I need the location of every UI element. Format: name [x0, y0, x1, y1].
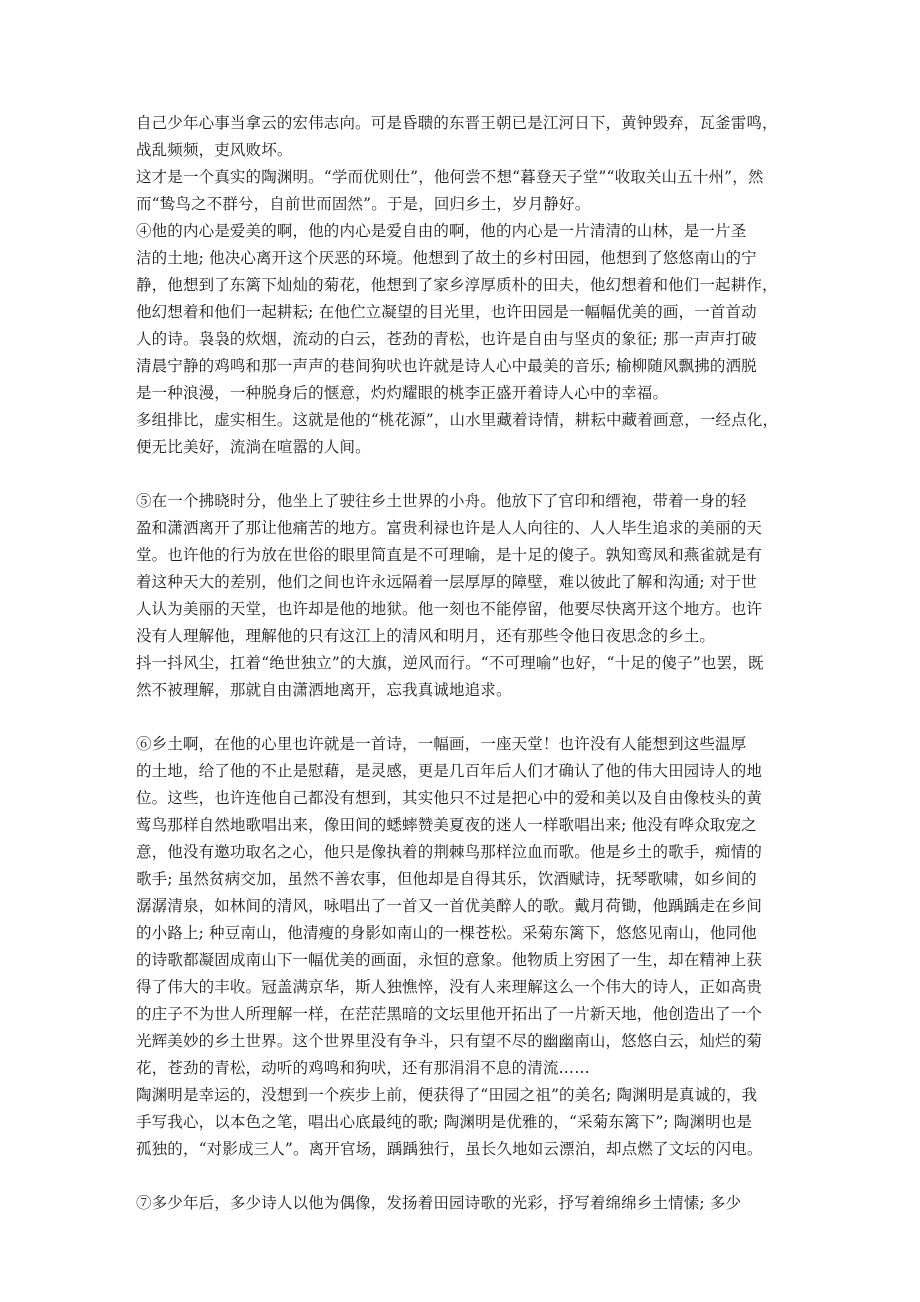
- text-line: 的庄子不为世人所理解一样，在茫茫黑暗的文坛里他开拓出了一片新天地，他创造出了一个: [136, 1005, 763, 1023]
- paragraph: [136, 218, 796, 407]
- text-line: 的小路上; 种豆南山，他清瘦的身影如南山的一棵苍松。采菊东篱下，悠悠见南山，他同他: [136, 924, 757, 942]
- text-line: 花，苍劲的青松，动听的鸡鸣和狗吠，还有那涓涓不息的清流……: [136, 1059, 590, 1077]
- paragraph: [136, 1190, 796, 1217]
- paragraph-gap: [136, 704, 796, 731]
- text-line: 战乱频频，吏风败坏。: [136, 141, 293, 159]
- text-line: ⑤在一个拂晓时分，他坐上了驶往乡土世界的小舟。他放下了官印和缙袍，带着一身的轻: [136, 492, 747, 510]
- text-line: 而“鸷鸟之不群兮，自前世而固然”。于是，回归乡土，岁月静好。: [136, 195, 591, 213]
- text-line: 清晨宁静的鸡鸣和那一声声的巷间狗吠也许就是诗人心中最美的音乐; 榆柳随风飘拂的洒脱: [136, 357, 757, 375]
- text-line: 歌手; 虽然贫病交加，虽然不善农事，但他却是自得其乐，饮酒赋诗，抚琴歌啸，如乡间的: [136, 870, 757, 888]
- text-line: 意，他没有邀功取名之心，他只是像执着的荆棘鸟那样泣血而歌。他是乡土的歌手，痴情的: [136, 843, 763, 861]
- text-line: 静，他想到了东篱下灿灿的菊花，他想到了家乡淳厚质朴的田夫，他幻想着和他们一起耕作，: [136, 276, 778, 294]
- text-line: 的诗歌都凝固成南山下一幅优美的画面，永恒的意象。他物质上穷困了一生，却在精神上获: [136, 951, 763, 969]
- text-line: ④他的内心是爱美的啊，他的内心是爱自由的啊，他的内心是一片清清的山林，是一片圣: [136, 222, 747, 240]
- text-line: 堂。也许他的行为放在世俗的眼里简直是不可理喻，是十足的傻子。孰知鸾凤和燕雀就是有: [136, 546, 763, 564]
- text-line: 他幻想着和他们一起耕耘; 在他伫立凝望的目光里，也许田园是一幅幅优美的画，一首首动: [136, 303, 757, 321]
- text-line: 然不被理解，那就自由潇洒地离开，忘我真诚地追求。: [136, 681, 512, 699]
- paragraph-gap: [136, 1163, 796, 1190]
- paragraph: [136, 110, 796, 164]
- document-body: [136, 110, 796, 1217]
- paragraph: [136, 407, 796, 461]
- paragraph: [136, 164, 796, 218]
- paragraph: [136, 650, 796, 704]
- text-line: 位。这些，也许连他自己都没有想到，其实他只不过是把心中的爱和美以及自由像枝头的黄: [136, 789, 763, 807]
- text-line: 莺鸟那样自然地歌唱出来，像田间的蟋蟀赞美夏夜的迷人一样歌唱出来; 他没有哗众取宠之: [136, 816, 757, 834]
- text-line: 便无比美好，流淌在喧嚣的人间。: [136, 438, 371, 456]
- text-line: 潺潺清泉，如林间的清风，咏唱出了一首又一首优美醉人的歌。戴月荷锄，他踽踽走在乡间: [136, 897, 763, 915]
- text-line: 手写我心，以本色之笔，唱出心底最纯的歌; 陶渊明是优雅的，“采菊东篱下”; 陶渊明也是: [136, 1113, 753, 1131]
- text-line: 这才是一个真实的陶渊明。“学而优则仕”，他何尝不想“暮登天子堂”“收取关山五十州”，然: [136, 168, 764, 186]
- paragraph: [136, 1082, 796, 1163]
- text-line: 孤独的，“对影成三人”。离开官场，踽踽独行，虽长久地如云漂泊，却点燃了文坛的闪电。: [136, 1140, 763, 1158]
- text-line: 的土地，给了他的不止是慰藉，是灵感，更是几百年后人们才确认了他的伟大田园诗人的地: [136, 762, 763, 780]
- text-line: 陶渊明是幸运的，没想到一个疾步上前，便获得了“田园之祖”的美名; 陶渊明是真诚的，我: [136, 1086, 758, 1104]
- text-line: 没有人理解他，理解他的只有这江上的清风和明月，还有那些令他日夜思念的乡土。: [136, 627, 716, 645]
- text-line: 是一种浪漫，一种脱身后的惬意，灼灼耀眼的桃李正盛开着诗人心中的幸福。: [136, 384, 669, 402]
- text-line: ⑦多少年后，多少诗人以他为偶像，发扬着田园诗歌的光彩，抒写着绵绵乡土情愫; 多少: [136, 1194, 742, 1212]
- text-line: 自己少年心事当拿云的宏伟志向。可是昏聩的东晋王朝已是江河日下，黄钟毁弃，瓦釜雷鸣，: [136, 114, 778, 132]
- text-line: 人认为美丽的天堂，也许却是他的地狱。他一刻也不能停留，他要尽快离开这个地方。也许: [136, 600, 763, 618]
- text-line: 抖一抖风尘，扛着“绝世独立”的大旗，逆风而行。“不可理喻”也好，“十足的傻子”也罢，既: [136, 654, 764, 672]
- paragraph: [136, 731, 796, 1082]
- text-line: 着这种天大的差别，他们之间也许永远隔着一层厚厚的障壁，难以彼此了解和沟通; 对于世: [136, 573, 757, 591]
- paragraph: [136, 488, 796, 650]
- paragraph-gap: [136, 461, 796, 488]
- text-line: 得了伟大的丰收。冠盖满京华，斯人独憔悴，没有人来理解这么一个伟大的诗人，正如高贵: [136, 978, 763, 996]
- text-line: 人的诗。袅袅的炊烟，流动的白云，苍劲的青松，也许是自由与坚贞的象征; 那一声声打破: [136, 330, 757, 348]
- text-line: ⑥乡土啊，在他的心里也许就是一首诗，一幅画，一座天堂！也许没有人能想到这些温厚: [136, 735, 747, 753]
- text-line: 光辉美妙的乡土世界。这个世界里没有争斗，只有望不尽的幽幽南山，悠悠白云，灿烂的菊: [136, 1032, 763, 1050]
- text-line: 洁的土地; 他决心离开这个厌恶的环境。他想到了故土的乡村田园，他想到了悠悠南山的宁: [136, 249, 757, 267]
- text-line: 多组排比，虚实相生。这就是他的“桃花源”，山水里藏着诗情，耕耘中藏着画意，一经点化，: [136, 411, 779, 429]
- text-line: 盈和潇洒离开了那让他痛苦的地方。富贵利禄也许是人人向往的、人人毕生追求的美丽的天: [136, 519, 763, 537]
